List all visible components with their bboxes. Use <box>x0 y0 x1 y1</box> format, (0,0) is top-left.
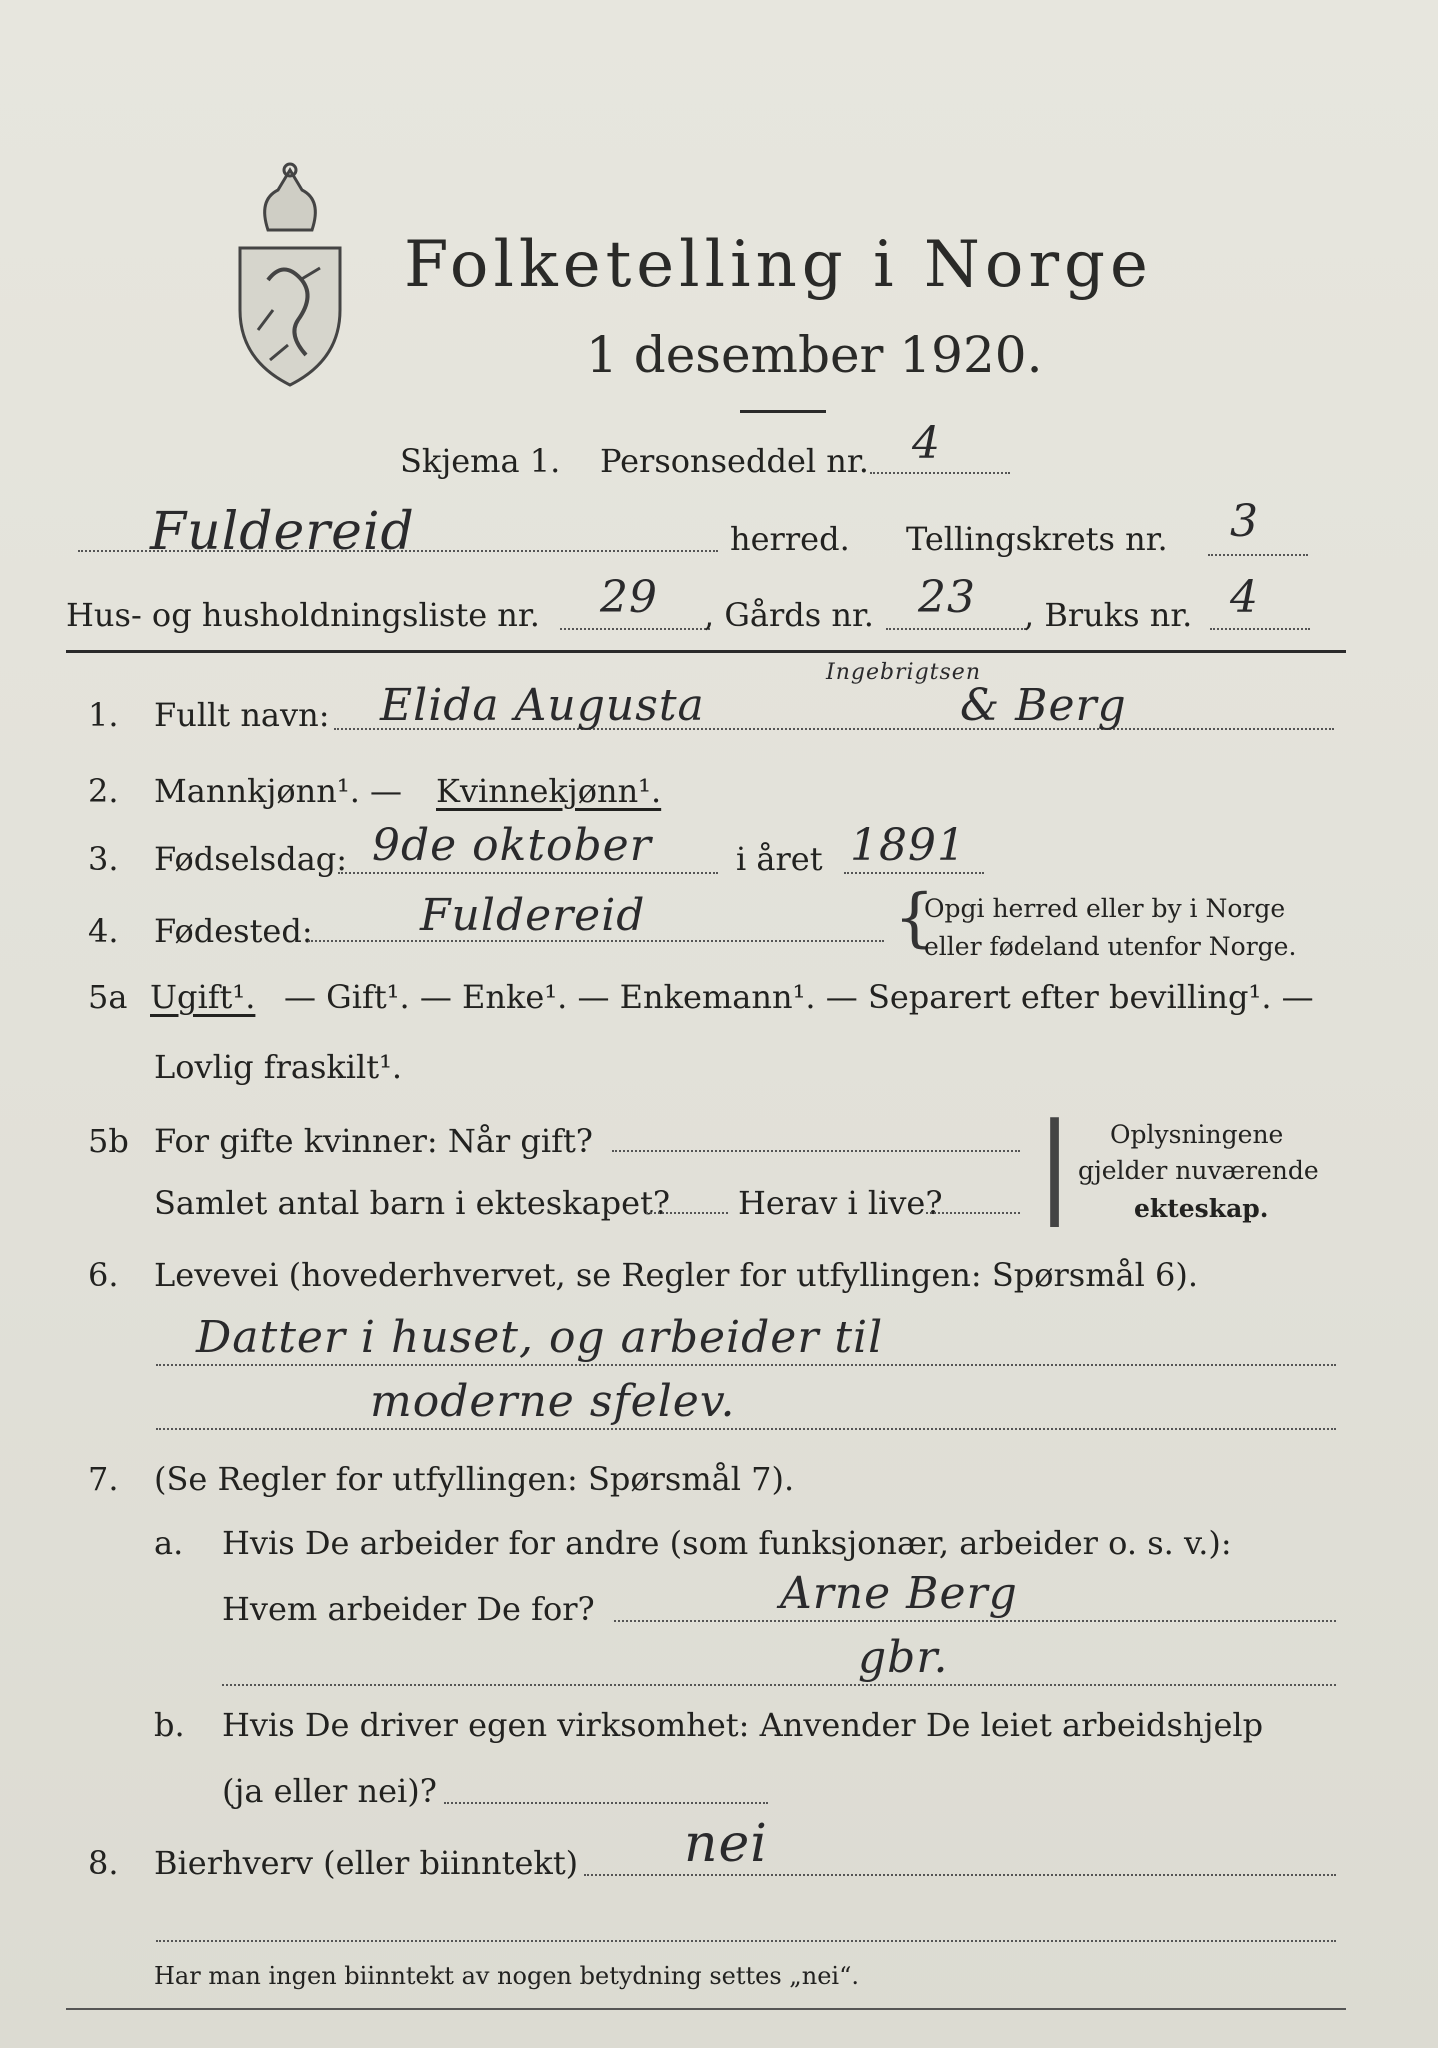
bruks-label: , Bruks nr. <box>1024 596 1193 634</box>
q3-label: Fødselsdag: <box>154 840 348 878</box>
q6-answer-line2 <box>156 1428 1336 1430</box>
q7a-answer-line <box>614 1620 1336 1622</box>
q1-label: Fullt navn: <box>154 696 330 734</box>
bruks-line <box>1210 628 1310 630</box>
q7a-text: Hvis De arbeider for andre (som funksjonær, arbeider o. s. v.): <box>222 1524 1232 1562</box>
q4-note-line1: Opgi herred eller by i Norge <box>924 894 1286 923</box>
q5a-number: 5a <box>88 978 128 1016</box>
q6-label: Levevei (hovederhvervet, se Regler for utfyllingen: Spørsmål 6). <box>154 1256 1199 1294</box>
occupation-answer-1: Datter i huset, og arbeider til <box>196 1312 884 1363</box>
q7-number: 7. <box>88 1460 119 1498</box>
q3-year-line <box>844 872 984 874</box>
occupation-answer-2: moderne sfelev. <box>370 1376 736 1427</box>
tellingskrets-label: Tellingskrets nr. <box>906 520 1168 558</box>
employer-value: Arne Berg <box>780 1568 1018 1619</box>
q5a-ugift: Ugift¹. <box>150 978 256 1016</box>
tellingskrets-line <box>1208 554 1308 556</box>
herred-label: herred. <box>730 520 850 558</box>
q3-year-label: i året <box>736 840 823 878</box>
footer-divider <box>66 2008 1346 2010</box>
q8-number: 8. <box>88 1844 119 1882</box>
q5b-line2a: Samlet antal barn i ekteskapet? <box>154 1184 671 1222</box>
birthplace-value: Fuldereid <box>420 890 646 941</box>
q6-answer-line1 <box>156 1364 1336 1366</box>
birth-year-value: 1891 <box>850 820 966 871</box>
q2-female: Kvinnekjønn¹. <box>436 772 662 810</box>
husliste-value: 29 <box>600 572 658 623</box>
q7b-letter: b. <box>154 1706 185 1744</box>
footer-note: Har man ingen biinntekt av nogen betydning settes „nei“. <box>154 1962 859 1990</box>
q6-number: 6. <box>88 1256 119 1294</box>
q5a-line2: Lovlig fraskilt¹. <box>154 1048 403 1086</box>
q2-male: Mannkjønn¹. — <box>154 772 403 810</box>
q5b-brace: | <box>1036 1099 1074 1227</box>
q8-answer-line <box>584 1874 1336 1876</box>
q5b-children-line <box>646 1212 728 1214</box>
herred-value: Fuldereid <box>150 502 415 562</box>
q5b-line2b: Herav i live? <box>738 1184 943 1222</box>
q3-number: 3. <box>88 840 119 878</box>
q5b-note3: ekteskap. <box>1134 1194 1269 1223</box>
q8-label: Bierhverv (eller biinntekt) <box>154 1844 579 1882</box>
q5b-note1: Oplysningene <box>1110 1120 1284 1149</box>
q4-brace: { <box>894 881 935 955</box>
page-title: Folketelling i Norge <box>404 228 1153 302</box>
header-divider <box>66 650 1346 653</box>
full-name-insert: Ingebrigtsen <box>826 660 981 685</box>
q5b-married-line <box>612 1150 1020 1152</box>
q4-label: Fødested: <box>154 912 313 950</box>
q7b-answer-line <box>444 1802 768 1804</box>
q3-line <box>338 872 718 874</box>
husliste-label: Hus- og husholdningsliste nr. <box>66 596 540 634</box>
q1-number: 1. <box>88 696 119 734</box>
gards-value: 23 <box>918 572 976 623</box>
full-name-value: Elida Augusta <box>380 680 705 731</box>
personseddel-label: Personseddel nr. <box>600 442 869 480</box>
q5b-line1: For gifte kvinner: Når gift? <box>154 1122 593 1160</box>
herred-line <box>78 550 718 552</box>
schema-label: Skjema 1. <box>400 442 561 480</box>
title-divider <box>740 410 826 413</box>
gards-label: , Gårds nr. <box>704 596 874 634</box>
q5b-number: 5b <box>88 1122 129 1160</box>
q7a-question: Hvem arbeider De for? <box>222 1590 595 1628</box>
q4-note-line2: eller fødeland utenfor Norge. <box>924 932 1297 961</box>
tellingskrets-value: 3 <box>1230 496 1259 547</box>
q7a-answer-line2 <box>222 1684 1336 1686</box>
side-income-value: nei <box>684 1814 768 1874</box>
full-name-end: & Berg <box>960 680 1127 731</box>
q7-label: (Se Regler for utfyllingen: Spørsmål 7). <box>154 1460 795 1498</box>
husliste-line <box>560 628 710 630</box>
q4-number: 4. <box>88 912 119 950</box>
q8-answer-line2 <box>156 1940 1336 1942</box>
q5a-options: — Gift¹. — Enke¹. — Enkemann¹. — Separert efter bevilling¹. — <box>284 978 1314 1016</box>
employer-value-2: gbr. <box>858 1632 949 1683</box>
coat-of-arms-icon <box>228 160 352 390</box>
q2-number: 2. <box>88 772 119 810</box>
bruks-value: 4 <box>1230 572 1259 623</box>
birthdate-value: 9de oktober <box>372 820 652 871</box>
q7b-question: (ja eller nei)? <box>222 1772 437 1810</box>
personseddel-value: 4 <box>912 418 941 469</box>
census-date: 1 desember 1920. <box>586 326 1043 384</box>
personseddel-line <box>870 472 1010 474</box>
gards-line <box>886 628 1026 630</box>
q7a-letter: a. <box>154 1524 184 1562</box>
q5b-alive-line <box>926 1212 1020 1214</box>
q5b-note2: gjelder nuværende <box>1078 1156 1319 1185</box>
q7b-text: Hvis De driver egen virksomhet: Anvender De leiet arbeidshjelp <box>222 1706 1264 1744</box>
